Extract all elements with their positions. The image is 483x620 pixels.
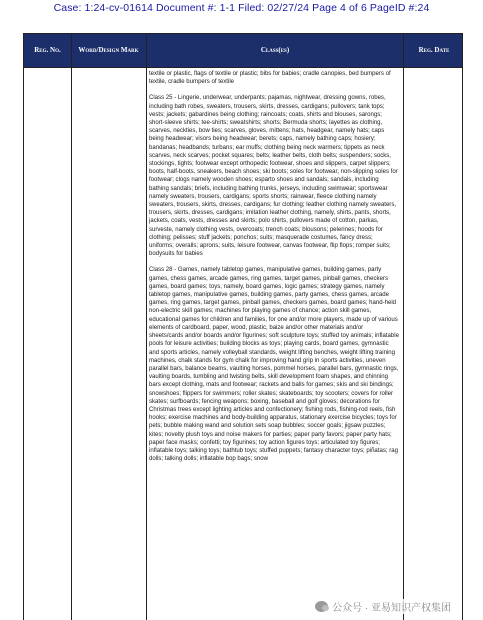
header-divider — [24, 67, 462, 68]
col-header-reg-no: Reg. No. — [34, 45, 61, 54]
column-divider — [403, 34, 404, 620]
column-divider — [71, 34, 72, 620]
col-header-classes: Class(es) — [260, 45, 290, 54]
case-header: Case: 1:24-cv-01614 Document #: 1-1 Filed: 02/27/24 Page 4 of 6 PageID #:24 — [53, 2, 430, 14]
wechat-icon — [315, 601, 328, 612]
class-28-paragraph: Class 28 - Games, namely tabletop games, manipulative games, building games, party games, chess games, arcade games, ring games, target games, pinball games, checkers games, board games; toys, namely, board games, logic games; strategy games, namely tabletop games, manipulative games, building games, party games, chess games, arcade games, ring games, target games, pinball games, checkers games, board games; hand-held non-electric skill games; machines for playing games of chance; action skill games, educational games for children and families, for one and/or more players, made up of various elements of cardboard, paper, wood, plastic, baize and/or other materials and/or sheets/cards and/or boards and/or figurines; soft sculpture toys; stuffed toy animals; inflatable pools for leisure activities; building blocks as toys; playing cards, board games, gymnastic and sports articles, namely volleyball standards, weight lifting benches, weight lifting training machines, chalk stands for gym chalk for improving hand grip in sports activities, uneven parallel bars, balance beams, vaulting horses, pommel horses, parallel bars, gymnastic rings, vaulting boards, tumbling and twisting belts, skill development foam shapes, and chinning bars except clothing, mats and footwear; rackets and balls for games; skis and ski bindings; snowshoes; flippers for swimmers; roller skates; skateboards; toy scooters; covers for roller skates; surfboards; fencing weapons; boxing, baseball and golf gloves; decorations for Christmas trees except lighting articles and confectionery; fishing rods, fishing-rod reels, fish hooks; exercise machines and body-building apparatus, stationary exercise bicycles; toys for pets; bubble making wand and solution sets soap bubbles; soccer goals; jigsaw puzzles; kites; novelty plush toys and noise makers for parties; paper party favors; paper party hats; paper face masks; confetti; toy figurines; toy action figures toys; articulated toy figures; inflatable toys; talking toys; bathtub toys; stuffed puppets; fantasy character toys; piñatas; rag dolls; talking dolls; inflatable bop bags; snow — [149, 267, 399, 463]
watermark — [313, 599, 453, 614]
table-header-row — [24, 34, 462, 67]
class-paragraph-continued: textile or plastic, flags of textile or plastic; bibs for babies; cradle canopies, bed bumpers of textile, cradle bumpers of textile — [149, 71, 391, 86]
class-25-paragraph: Class 25 - Lingerie, underwear, underpants; pajamas, nightwear, dressing gowns, robes, including bath robes, sweaters, trousers, skirts, dresses, cardigans; pullovers; tank tops; vests; jackets; gabardines being clothing; raincoats; coats, shirts and blouses, sarongs; short-sleeve shirts; tee-shirts; sweatshirts; shorts; Bermuda shorts; layettes as clothing, scarves, neckties, bow ties; scarves, gloves, mittens; hats, headgear, namely hats; caps being headwear; visors being headwear; berets; caps, namely bathing caps; hosiery; bandanas; headbands; turbans; ear muffs; clothing being neck warmers; tippets as neck scarves, neck scarves; pocket squares; belts; leather belts, cloth belts; suspenders; socks, stockings, tights; footwear except orthopedic footwear, shoes and slippers, carpet slippers; boots, half-boots, sneakers, beach shoes; ski boots; soles for footwear, non-slipping soles for footwear; clogs namely wooden shoes; esparto shoes and sandals; sandals, including bathing sandals; briefs, including bathing trunks, jerseys, including swimwear; sportswear namely sweaters, trousers, cardigans; sports shorts; rainwear, fleece clothing namely sweaters, trousers, skirts, dresses, cardigans; fur clothing; leather clothing namely sweaters, trousers, skirts, dresses, cardigans; imitation leather clothing, namely, shirts, pants, shorts, jackets, coats, vests, dresses and skirts; polo shirts, pullovers made of cotton, parkas, surveste, namely clothing vests, overcoats; trench coats; blousons; pelerines; hoods for clothing; pelisses; stuff jackets; ponchos; suits; masquerade costumes, fancy dress; uniforms; overalls; aprons; suits, leisure footwear, canvas footwear, flip flops; romper suits; bodysuits for babies — [149, 95, 398, 258]
trademark-table — [23, 33, 463, 620]
column-divider — [146, 34, 147, 620]
col-header-reg-date: Reg. Date — [418, 45, 450, 54]
classes-cell — [149, 70, 399, 471]
col-header-word-design-mark: Word/Design Mark — [78, 45, 139, 54]
watermark-text: 公众号 · 亚易知识产权集团 — [332, 603, 451, 614]
